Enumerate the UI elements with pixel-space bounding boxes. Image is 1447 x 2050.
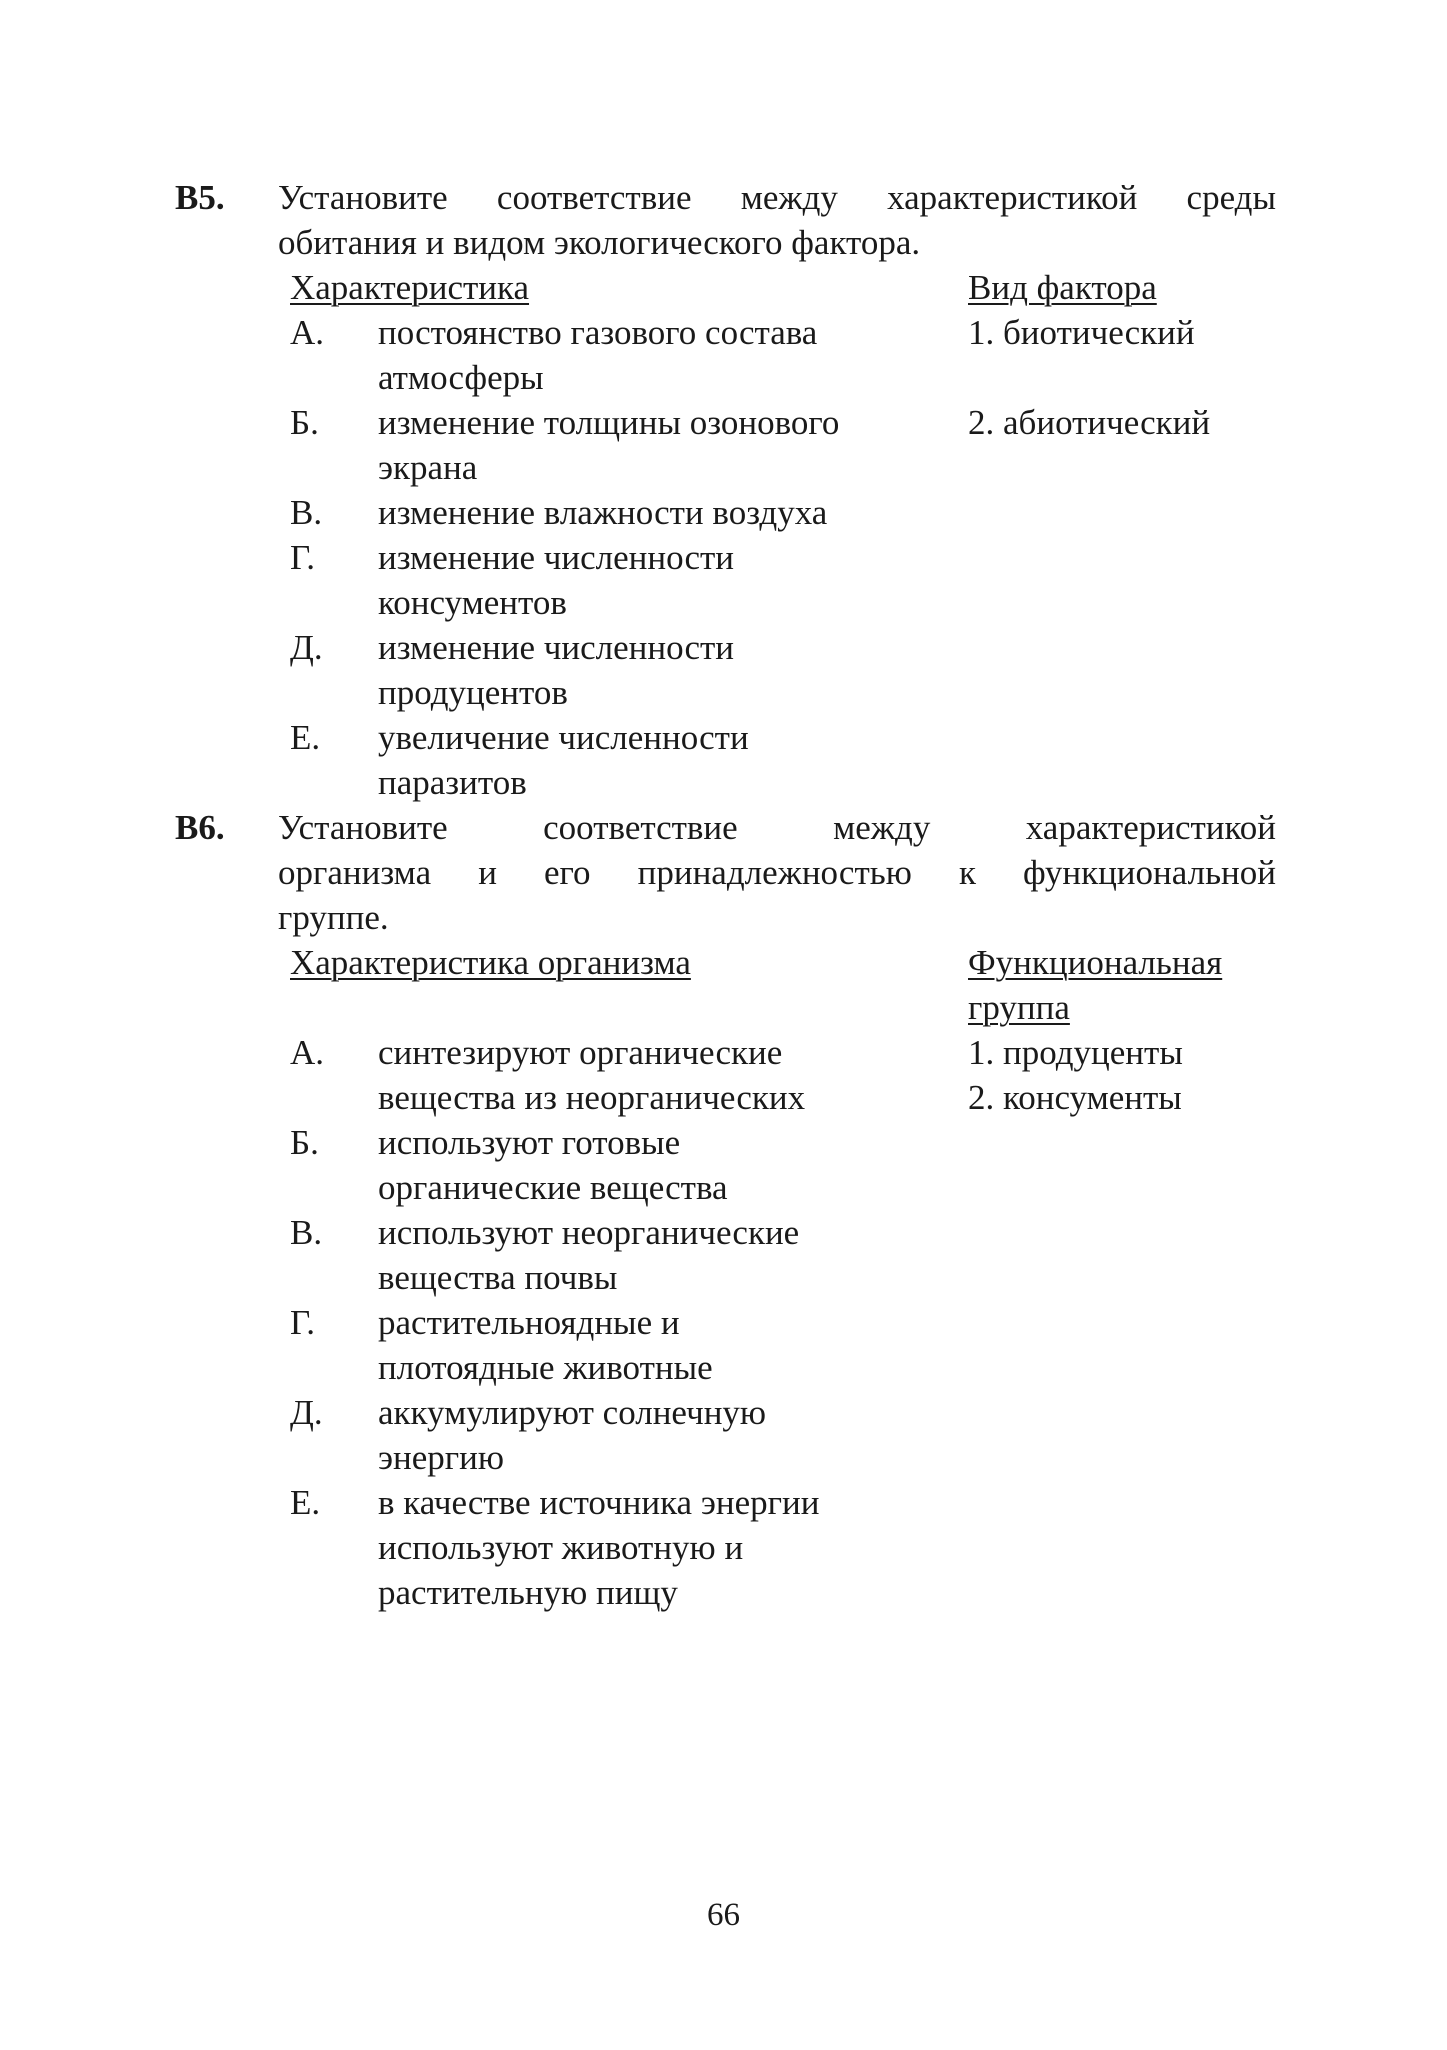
task-b6-text-line-2: организма и его принадлежностью к функциональной bbox=[278, 853, 1276, 892]
task-b6-number: В6. bbox=[175, 808, 225, 847]
b5-item-v-letter: В. bbox=[290, 493, 323, 532]
b6-item-b-text: используют готовые органические вещества bbox=[378, 1123, 728, 1207]
b5-item-e-letter: Е. bbox=[290, 718, 321, 757]
b5-item-g-letter: Г. bbox=[290, 538, 316, 577]
b5-item-g-text: изменение численности консументов bbox=[378, 538, 735, 622]
b5-option-1: 1. биотический bbox=[968, 313, 1195, 352]
b5-item-d-text: изменение численности продуцентов bbox=[378, 628, 735, 712]
b5-column-header-factor: Вид фактора bbox=[968, 268, 1157, 307]
b5-item-b-letter: Б. bbox=[290, 403, 319, 442]
b5-item-a-text: постоянство газового состава атмосферы bbox=[378, 313, 818, 397]
task-b5-text-line-2: обитания и видом экологического фактора. bbox=[278, 223, 921, 262]
b5-item-b-text: изменение толщины озонового экрана bbox=[378, 403, 840, 487]
b6-column-header-group: Функциональная группа bbox=[968, 943, 1223, 1027]
b6-item-e-text: в качестве источника энергии используют животную и растительную пищу bbox=[378, 1483, 820, 1612]
b6-item-g-text: растительноядные и плотоядные животные bbox=[378, 1303, 713, 1387]
b5-item-e-text: увеличение численности паразитов bbox=[378, 718, 749, 802]
b6-option-1: 1. продуценты bbox=[968, 1033, 1183, 1072]
b6-item-v-text: используют неорганические вещества почвы bbox=[378, 1213, 800, 1297]
task-b6-text-line-3: группе. bbox=[278, 898, 389, 937]
page-number: 66 bbox=[707, 1897, 740, 1933]
task-b5-text-line-1: Установите соответствие между характеристикой среды bbox=[278, 178, 1276, 217]
b6-option-2: 2. консументы bbox=[968, 1078, 1182, 1117]
b6-item-a-letter: А. bbox=[290, 1033, 325, 1072]
b5-column-header-characteristic: Характеристика bbox=[290, 268, 530, 307]
b6-item-e-letter: Е. bbox=[290, 1483, 321, 1522]
b5-item-a-letter: А. bbox=[290, 313, 325, 352]
b6-column-header-characteristic: Характеристика организма bbox=[290, 943, 691, 982]
b6-item-v-letter: В. bbox=[290, 1213, 323, 1252]
task-b5-number: В5. bbox=[175, 178, 225, 217]
task-b6-text-line-1: Установите соответствие между характеристикой bbox=[278, 808, 1276, 847]
b5-item-d-letter: Д. bbox=[290, 628, 323, 667]
b5-option-2: 2. абиотический bbox=[968, 403, 1211, 442]
b6-item-d-text: аккумулируют солнечную энергию bbox=[378, 1393, 767, 1477]
b6-item-a-text: синтезируют органические вещества из неорганических bbox=[378, 1033, 806, 1117]
b5-item-v-text: изменение влажности воздуха bbox=[378, 493, 828, 532]
b6-item-g-letter: Г. bbox=[290, 1303, 316, 1342]
b6-item-d-letter: Д. bbox=[290, 1393, 323, 1432]
b6-item-b-letter: Б. bbox=[290, 1123, 319, 1162]
